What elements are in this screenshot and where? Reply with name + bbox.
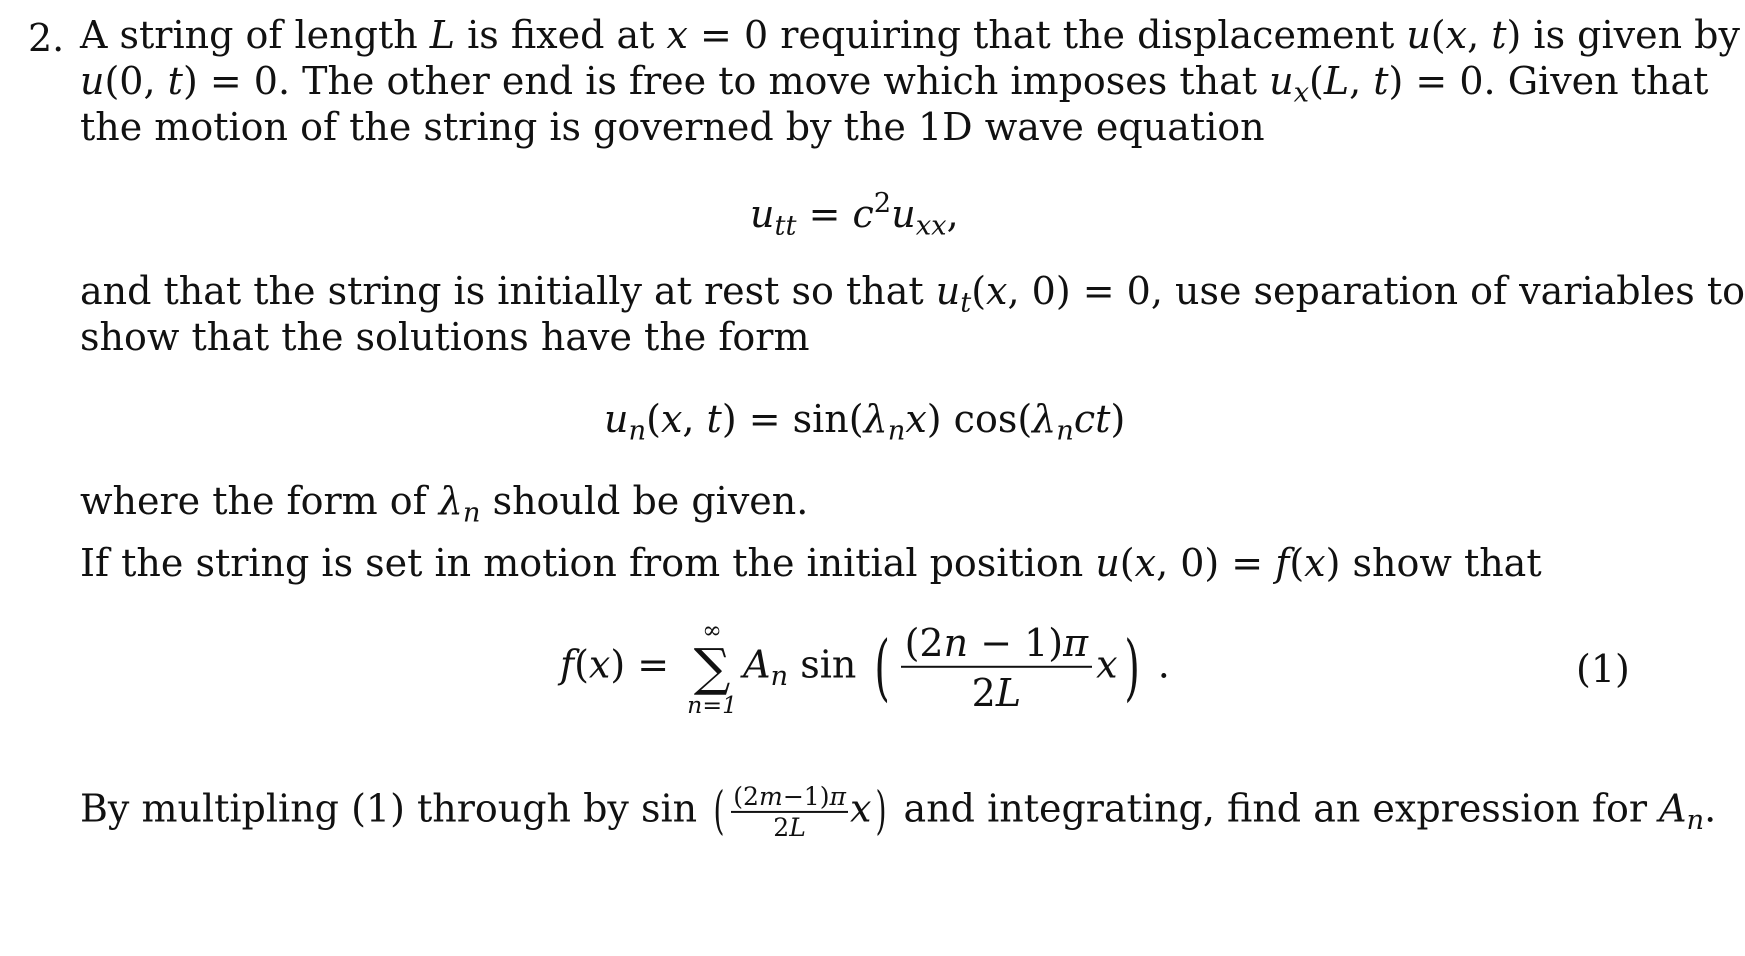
text-line-3: the motion of the string is governed by the 1D wave equation (80, 105, 1265, 149)
wave-equation: $u_{tt} = c^2u_{xx}$, (750, 188, 959, 242)
text-line-7: If the string is set in motion from the initial position u(x, 0) = f(x) show that (80, 541, 1542, 585)
problem-number: 2. (28, 16, 65, 60)
text-line-1: A string of length L is fixed at x = 0 requiring that the displacement u(x, t) is given by (80, 13, 1740, 57)
equation-label: (1) (1576, 647, 1630, 691)
summation-symbol: ∞ ∑ n=1 (687, 615, 738, 719)
text-line-6: where the form of $\lambda_n$ should be given. (80, 479, 809, 529)
series-equation: f(x) = ∞ ∑ n=1 $A_n$ sin ( $\frac{(2n - 1)\pi}{2L}$ x) . (560, 615, 1170, 719)
solution-equation: $u_n(x$, $t) = \sin(\lambda_nx)$ $\cos(\lambda_nct)$ (604, 397, 1126, 447)
text-line-8: By multipling (1) through by sin ( $\frac{(2m-1)\pi}{2L}$ x) and integrating, find an expression for $A_n$. (80, 781, 1717, 842)
text-line-2: u(0, t) = 0. The other end is free to move which imposes that $u_x(L$, t) = 0. Given that (80, 59, 1709, 109)
text-line-4: and that the string is initially at rest so that $u_t(x$, 0) = 0, use separation of variables to (80, 269, 1745, 319)
text-line-5: show that the solutions have the form (80, 315, 810, 359)
